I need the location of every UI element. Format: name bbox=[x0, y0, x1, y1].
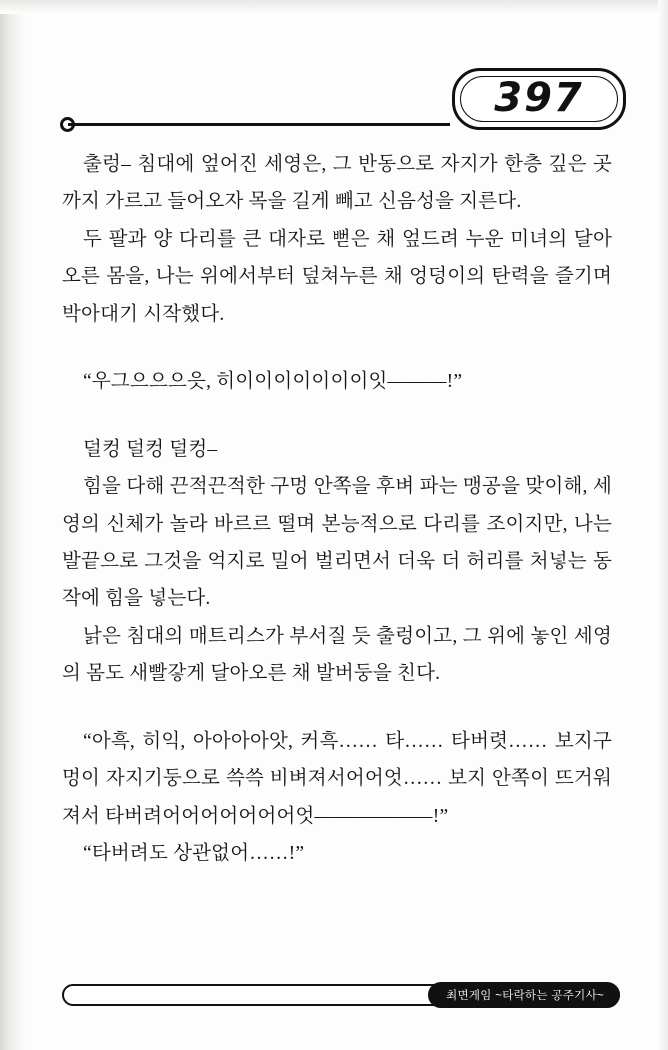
page-number-badge bbox=[452, 68, 626, 130]
dialogue-line: “우그으으으읏, 히이이이이이이이잇———!” bbox=[83, 371, 463, 393]
page-footer bbox=[62, 982, 620, 1008]
header-rule bbox=[60, 116, 450, 132]
page-header bbox=[60, 68, 626, 132]
page-number: 397 bbox=[494, 75, 584, 121]
paragraph: 두 팔과 양 다리를 큰 대자로 뻗은 채 엎드려 누운 미녀의 달아오른 몸을, 나는 위에서부터 덮쳐누른 채 엉덩이의 탄력을 즐기며 박아대기 시작했다. bbox=[62, 228, 612, 325]
book-title-label: 최면게임 ~타락하는 공주기사~ bbox=[428, 982, 620, 1008]
page-body bbox=[62, 146, 612, 872]
header-divider bbox=[68, 123, 450, 126]
paragraph: 출렁– 침대에 엎어진 세영은, 그 반동으로 자지가 한층 깊은 곳까지 가르고 들어오자 목을 길게 빼고 신음성을 지른다. bbox=[62, 154, 612, 213]
dialogue-line: “아흑, 히익, 아아아아앗, 커흑…… 타…… 타버렷…… 보지구멍이 자지기둥으로 쓱쓱 비벼져서어어엇…… 보지 안쪽이 뜨거워져서 타버려어어어어어어어엇——————!” bbox=[62, 730, 612, 827]
paragraph: 낡은 침대의 매트리스가 부서질 듯 출렁이고, 그 위에 놓인 세영의 몸도 새빨갛게 달아오른 채 발버둥을 친다. bbox=[62, 625, 612, 685]
dialogue-line: “타버려도 상관없어……!” bbox=[83, 843, 305, 864]
paragraph: 힘을 다해 끈적끈적한 구멍 안쪽을 후벼 파는 맹공을 맞이해, 세영의 신체가 놀라 바르르 떨며 본능적으로 다리를 조이지만, 나는 발끝으로 그것을 억지로 밀어 벌리면서 더욱 더 허리를 처넣는 동작에 힘을 넣는다. bbox=[62, 476, 612, 610]
paragraph: 덜컹 덜컹 덜컹– bbox=[83, 438, 218, 460]
page-edge-shadow-top bbox=[0, 0, 668, 14]
page-edge-shadow-right bbox=[658, 0, 668, 1050]
page-edge-shadow-left bbox=[0, 0, 26, 1050]
